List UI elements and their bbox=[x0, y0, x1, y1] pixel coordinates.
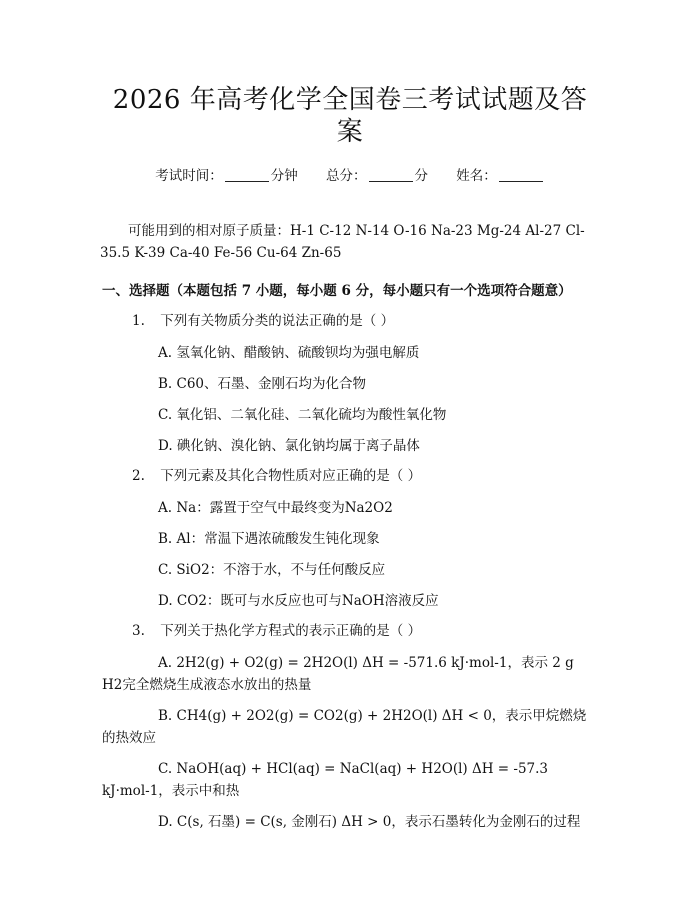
page-title: 2026 年高考化学全国卷三考试试题及答案 bbox=[112, 85, 588, 147]
option-3b: B. CH4(g) + 2O2(g) = CO2(g) + 2H2O(l) ΔH < 0，表示甲烷燃烧的热效应 bbox=[102, 708, 587, 746]
option-3d: D. C(s, 石墨) = C(s, 金刚石) ΔH > 0，表示石墨转化为金刚石的过程 bbox=[158, 814, 581, 830]
score-unit: 分 bbox=[414, 168, 428, 184]
question-1 bbox=[102, 310, 598, 332]
time-blank bbox=[225, 167, 269, 182]
question-2 bbox=[102, 465, 598, 487]
question-text: 下列有关物质分类的说法正确的是（ ） bbox=[160, 313, 395, 329]
section-heading: 一、选择题（本题包括 7 小题，每小题 6 分，每小题只有一个选项符合题意） bbox=[102, 283, 572, 299]
exam-meta bbox=[102, 166, 598, 186]
score-blank bbox=[369, 167, 413, 182]
option-1d: D. 碘化钠、溴化钠、氯化钠均属于离子晶体 bbox=[158, 438, 420, 454]
score-label: 总分： bbox=[326, 168, 367, 184]
question-text: 下列元素及其化合物性质对应正确的是（ ） bbox=[160, 468, 422, 484]
option-2a: A. Na：露置于空气中最终变为Na2O2 bbox=[158, 500, 393, 516]
option-2d: D. CO2：既可与水反应也可与NaOH溶液反应 bbox=[158, 593, 439, 609]
exam-name bbox=[456, 166, 545, 186]
exam-time bbox=[155, 166, 298, 186]
option-2b: B. Al：常温下遇浓硫酸发生钝化现象 bbox=[158, 531, 380, 547]
question-number: 2. bbox=[132, 468, 145, 484]
time-unit: 分钟 bbox=[270, 168, 298, 184]
question-3 bbox=[102, 620, 598, 642]
option-3a: A. 2H2(g) + O2(g) = 2H2O(l) ΔH = -571.6 kJ·mol-1，表示 2 g H2完全燃烧生成液态水放出的热量 bbox=[102, 655, 574, 693]
option-1b: B. C60、石墨、金刚石均为化合物 bbox=[158, 376, 367, 392]
option-2c: C. SiO2：不溶于水，不与任何酸反应 bbox=[158, 562, 386, 578]
option-3c: C. NaOH(aq) + HCl(aq) = NaCl(aq) + H2O(l) ΔH = -57.3 kJ·mol-1，表示中和热 bbox=[102, 761, 549, 799]
question-number: 1. bbox=[132, 313, 145, 329]
question-text: 下列关于热化学方程式的表示正确的是（ ） bbox=[160, 623, 422, 639]
exam-score bbox=[326, 166, 428, 186]
name-blank bbox=[499, 167, 543, 182]
time-label: 考试时间： bbox=[155, 168, 223, 184]
option-1a: A. 氢氧化钠、醋酸钠、硫酸钡均为强电解质 bbox=[158, 345, 420, 361]
option-1c: C. 氧化铝、二氧化硅、二氧化硫均为酸性氧化物 bbox=[158, 407, 447, 423]
atomic-mass-note: 可能用到的相对原子质量：H-1 C-12 N-14 O-16 Na-23 Mg-24 Al-27 Cl-35.5 K-39 Ca-40 Fe-56 Cu-64 Zn-65 bbox=[100, 223, 585, 261]
question-number: 3. bbox=[132, 623, 145, 639]
name-label: 姓名： bbox=[456, 168, 497, 184]
